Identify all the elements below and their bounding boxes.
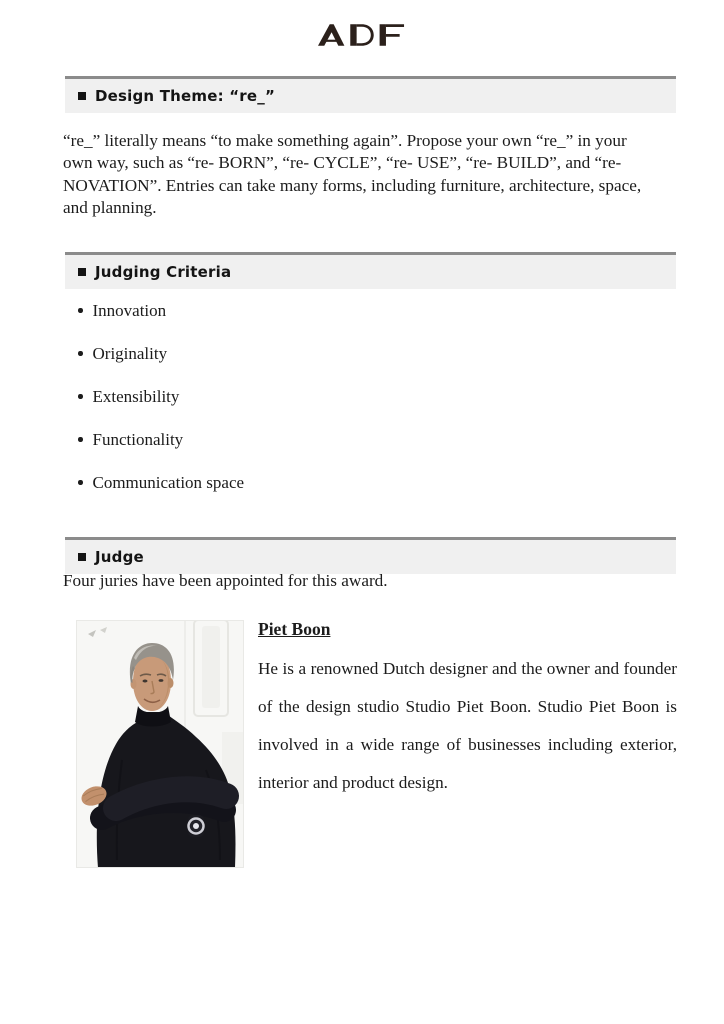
bio-line: of the design studio Studio Piet Boon. Studio Piet Boon is xyxy=(258,697,677,716)
criteria-item-label: Communication space xyxy=(92,473,245,492)
list-item xyxy=(64,387,484,430)
bio-line: interior and product design. xyxy=(258,773,448,792)
list-item xyxy=(64,344,484,387)
list-item xyxy=(64,430,484,473)
paragraph-line: NOVATION”. Entries can take many forms, including furniture, architecture, space, xyxy=(63,175,642,195)
judge-bio xyxy=(258,650,677,802)
judge-name: Piet Boon xyxy=(258,619,331,639)
portrait-image xyxy=(76,620,244,868)
section-header-judge xyxy=(65,537,676,574)
bullet-dot-icon xyxy=(78,308,83,313)
section-marker-icon xyxy=(78,553,86,561)
section-marker-icon xyxy=(78,92,86,100)
design-theme-heading: Design Theme: “re_” xyxy=(95,87,276,105)
criteria-item-label: Innovation xyxy=(92,301,167,320)
design-theme-paragraph xyxy=(63,130,679,220)
judging-criteria-list xyxy=(64,301,484,516)
bio-line: He is a renowned Dutch designer and the owner and founder xyxy=(258,659,677,678)
judging-criteria-heading: Judging Criteria xyxy=(95,263,232,281)
piet-boon-photo xyxy=(76,620,244,868)
list-item xyxy=(64,301,484,344)
adf-logo xyxy=(0,23,724,52)
bullet-dot-icon xyxy=(78,480,83,485)
adf-logo-icon xyxy=(318,23,406,47)
bullet-dot-icon xyxy=(78,394,83,399)
section-header-judging-criteria xyxy=(65,252,676,289)
section-header-design-theme xyxy=(65,76,676,113)
section-marker-icon xyxy=(78,268,86,276)
criteria-item-label: Extensibility xyxy=(92,387,180,406)
list-item xyxy=(64,473,484,516)
bio-line: involved in a wide range of businesses including exterior, xyxy=(258,735,677,754)
paragraph-line: and planning. xyxy=(63,198,157,218)
bullet-dot-icon xyxy=(78,437,83,442)
paragraph-line: own way, such as “re- BORN”, “re- CYCLE”, “re- USE”, “re- BUILD”, and “re- xyxy=(63,153,622,173)
judge-profile xyxy=(258,618,677,802)
criteria-item-label: Functionality xyxy=(92,430,184,449)
judge-intro-text: Four juries have been appointed for this award. xyxy=(63,571,388,590)
paragraph-line: “re_” literally means “to make something again”. Propose your own “re_” in your xyxy=(63,131,627,150)
bullet-dot-icon xyxy=(78,351,83,356)
judge-heading: Judge xyxy=(95,548,144,566)
criteria-item-label: Originality xyxy=(92,344,168,363)
